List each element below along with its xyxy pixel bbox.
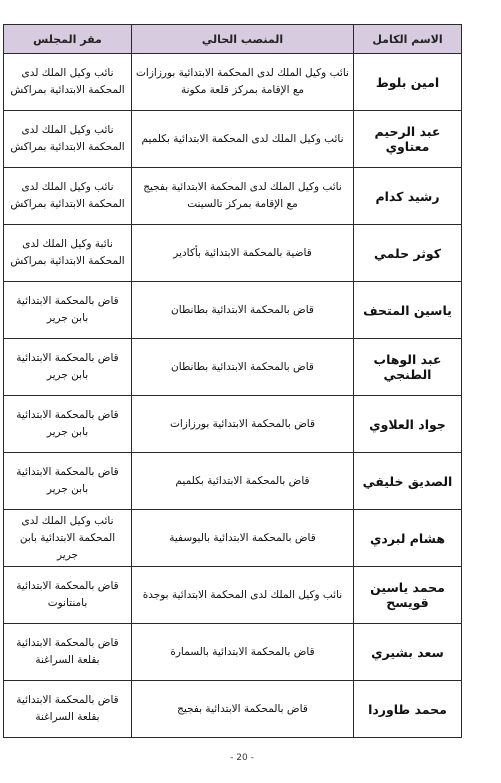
cell-council-seat: نائب وكيل الملك لدى المحكمة الابتدائية بمراكش [4, 54, 132, 111]
table-row [4, 567, 462, 624]
cell-full-name: كوثر حلمي [354, 225, 462, 282]
cell-current-position: قاض بالمحكمة الابتدائية بفجيج [132, 681, 354, 738]
cell-current-position: قاضية بالمحكمة الابتدائية بأكادير [132, 225, 354, 282]
table-row [4, 453, 462, 510]
cell-full-name: ياسين المتحف [354, 282, 462, 339]
cell-council-seat: قاض بالمحكمة الابتدائية بقلعة السراغنة [4, 681, 132, 738]
cell-current-position: قاض بالمحكمة الابتدائية باليوسفية [132, 510, 354, 567]
cell-council-seat: قاض بالمحكمة الابتدائية بابن جرير [4, 396, 132, 453]
table-row [4, 168, 462, 225]
table-row [4, 282, 462, 339]
cell-council-seat: قاض بالمحكمة الابتدائية بامنتانوت [4, 567, 132, 624]
cell-current-position: نائب وكيل الملك لدى المحكمة الابتدائية بورزازات مع الإقامة بمركز قلعة مكونة [132, 54, 354, 111]
cell-full-name: امين بلوط [354, 54, 462, 111]
cell-council-seat: قاض بالمحكمة الابتدائية بابن جرير [4, 339, 132, 396]
cell-full-name: هشام لبردي [354, 510, 462, 567]
cell-council-seat: قاض بالمحكمة الابتدائية بقلعة السراغنة [4, 624, 132, 681]
page-number: - 20 - [230, 753, 254, 763]
cell-current-position: نائب وكيل الملك لدى المحكمة الابتدائية بوجدة [132, 567, 354, 624]
cell-current-position: قاض بالمحكمة الابتدائية بطانطان [132, 282, 354, 339]
cell-full-name: الصديق خليفي [354, 453, 462, 510]
table-row [4, 111, 462, 168]
cell-full-name: عبد الرحيم معتاوي [354, 111, 462, 168]
cell-full-name: رشيد كدام [354, 168, 462, 225]
header-current-position: المنصب الحالي [132, 25, 354, 54]
cell-full-name: عبد الوهاب الطنجي [354, 339, 462, 396]
cell-current-position: نائب وكيل الملك لدى المحكمة الابتدائية بكلميم [132, 111, 354, 168]
table-header-row [4, 25, 462, 54]
table-row [4, 510, 462, 567]
cell-current-position: قاض بالمحكمة الابتدائية بطانطان [132, 339, 354, 396]
table-row [4, 396, 462, 453]
cell-full-name: محمد طاوردا [354, 681, 462, 738]
table-row [4, 624, 462, 681]
appointments-table [3, 24, 462, 738]
header-full-name: الاسم الكامل [354, 25, 462, 54]
table-row [4, 681, 462, 738]
header-council-seat: مقر المجلس [4, 25, 132, 54]
cell-council-seat: نائب وكيل الملك لدى المحكمة الابتدائية بمراكش [4, 111, 132, 168]
cell-council-seat: قاض بالمحكمة الابتدائية بابن جرير [4, 453, 132, 510]
cell-full-name: جواد العلاوي [354, 396, 462, 453]
cell-full-name: محمد ياسين قويسح [354, 567, 462, 624]
cell-council-seat: نائبة وكيل الملك لدى المحكمة الابتدائية بمراكش [4, 225, 132, 282]
cell-full-name: سعد بشيري [354, 624, 462, 681]
table-row [4, 54, 462, 111]
cell-current-position: قاض بالمحكمة الابتدائية بكلميم [132, 453, 354, 510]
table-row [4, 225, 462, 282]
cell-council-seat: نائب وكيل الملك لدى المحكمة الابتدائية بابن جرير [4, 510, 132, 567]
cell-current-position: نائب وكيل الملك لدى المحكمة الابتدائية بفجيج مع الإقامة بمركز تالسينت [132, 168, 354, 225]
table-row [4, 339, 462, 396]
cell-current-position: قاض بالمحكمة الابتدائية بالسمارة [132, 624, 354, 681]
cell-council-seat: نائب وكيل الملك لدى المحكمة الابتدائية بمراكش [4, 168, 132, 225]
cell-current-position: قاض بالمحكمة الابتدائية بورزازات [132, 396, 354, 453]
cell-council-seat: قاض بالمحكمة الابتدائية بابن جرير [4, 282, 132, 339]
